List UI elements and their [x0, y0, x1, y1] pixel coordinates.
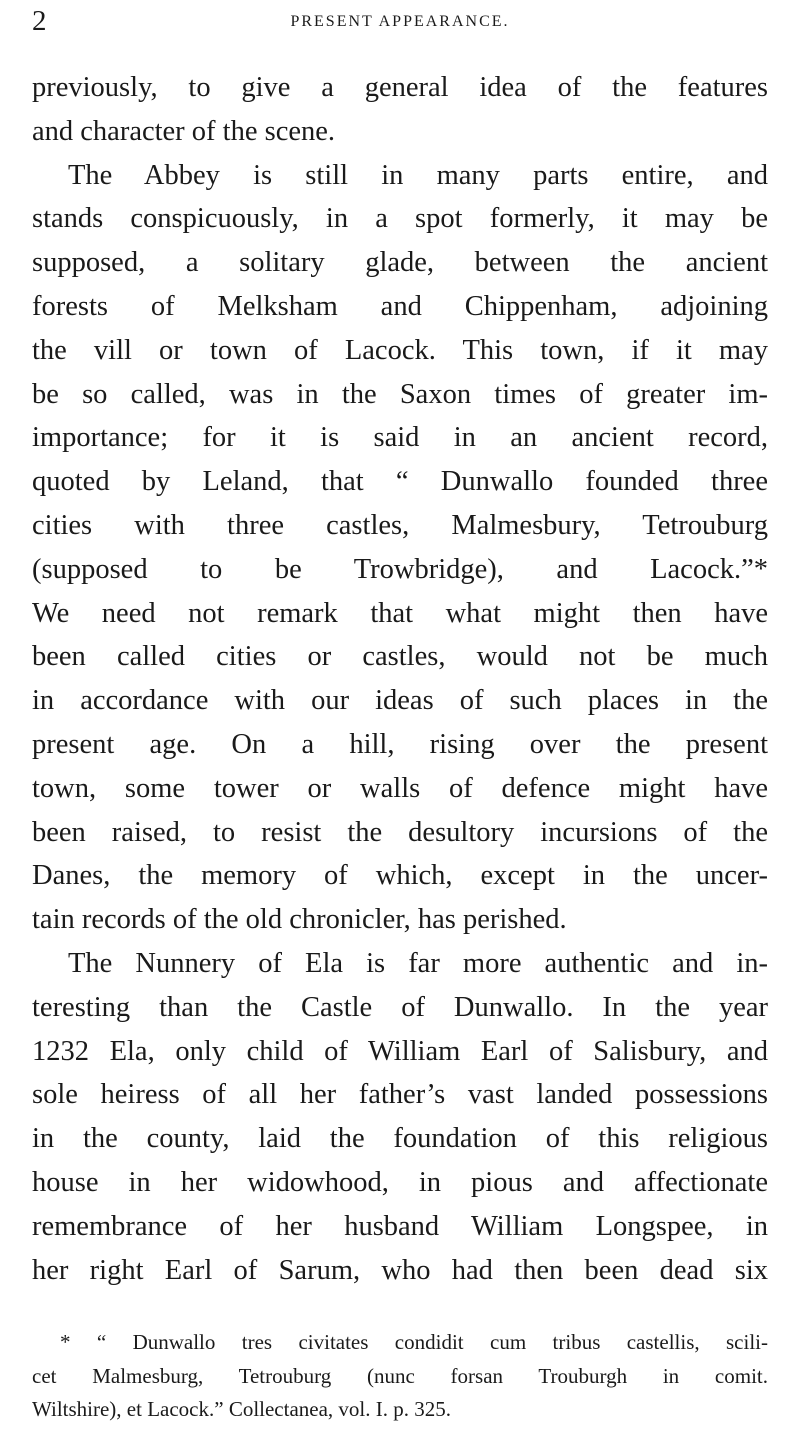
text-line: forests of Melksham and Chippenham, adjoining — [32, 290, 768, 322]
text-line: present age. On a hill, rising over the present — [32, 728, 768, 760]
footnote-line: cet Malmesburg, Tetrouburg (nunc forsan Trouburgh in comit. — [32, 1363, 768, 1388]
text-line: been called cities or castles, would not be much — [32, 641, 768, 673]
text-line: previously, to give a general idea of the features — [32, 72, 768, 103]
text-line: remembrance of her husband William Longspee, in — [32, 1210, 768, 1242]
body-text — [32, 66, 768, 1292]
text-line: supposed, a solitary glade, between the ancient — [32, 247, 768, 279]
text-line: 1232 Ela, only child of William Earl of Salisbury, and — [32, 1035, 768, 1067]
text-line: We need not remark that what might then have — [32, 597, 768, 629]
page-header — [32, 6, 768, 36]
text-line: quoted by Leland, that “ Dunwallo founded three — [32, 466, 768, 498]
text-line: tain records of the old chronicler, has perished. — [32, 904, 567, 936]
footnote — [32, 1326, 768, 1427]
text-line: her right Earl of Sarum, who had then been dead six — [32, 1254, 768, 1286]
text-line: been raised, to resist the desultory incursions of the — [32, 816, 768, 848]
text-line: cities with three castles, Malmesbury, Tetrouburg — [32, 509, 768, 541]
text-line: and character of the scene. — [32, 115, 336, 147]
text-line: house in her widowhood, in pious and affectionate — [32, 1166, 768, 1198]
text-line: sole heiress of all her father’s vast landed possessions — [32, 1079, 768, 1111]
text-line: town, some tower or walls of defence might have — [32, 772, 768, 804]
text-line: The Nunnery of Ela is far more authentic and in- — [68, 947, 768, 979]
running-head: PRESENT APPEARANCE. — [290, 13, 510, 30]
text-line: in the county, laid the foundation of this religious — [32, 1123, 768, 1155]
text-line: teresting than the Castle of Dunwallo. In the year — [32, 991, 768, 1023]
text-line: in accordance with our ideas of such places in the — [32, 685, 768, 717]
text-line: importance; for it is said in an ancient record, — [32, 422, 768, 454]
text-line: (supposed to be Trowbridge), and Lacock.”* — [32, 553, 768, 585]
text-line: stands conspicuously, in a spot formerly, it may be — [32, 203, 768, 235]
text-line: be so called, was in the Saxon times of greater im- — [32, 378, 768, 410]
text-line: The Abbey is still in many parts entire, and — [68, 159, 768, 191]
text-line: the vill or town of Lacock. This town, if it may — [32, 334, 768, 366]
footnote-line: Wiltshire), et Lacock.” Collectanea, vol. I. p. 325. — [32, 1397, 452, 1421]
page-number: 2 — [32, 5, 47, 37]
text-line: Danes, the memory of which, except in the uncer- — [32, 860, 768, 892]
footnote-line: * “ Dunwallo tres civitates condidit cum tribus castellis, scili- — [60, 1330, 768, 1354]
